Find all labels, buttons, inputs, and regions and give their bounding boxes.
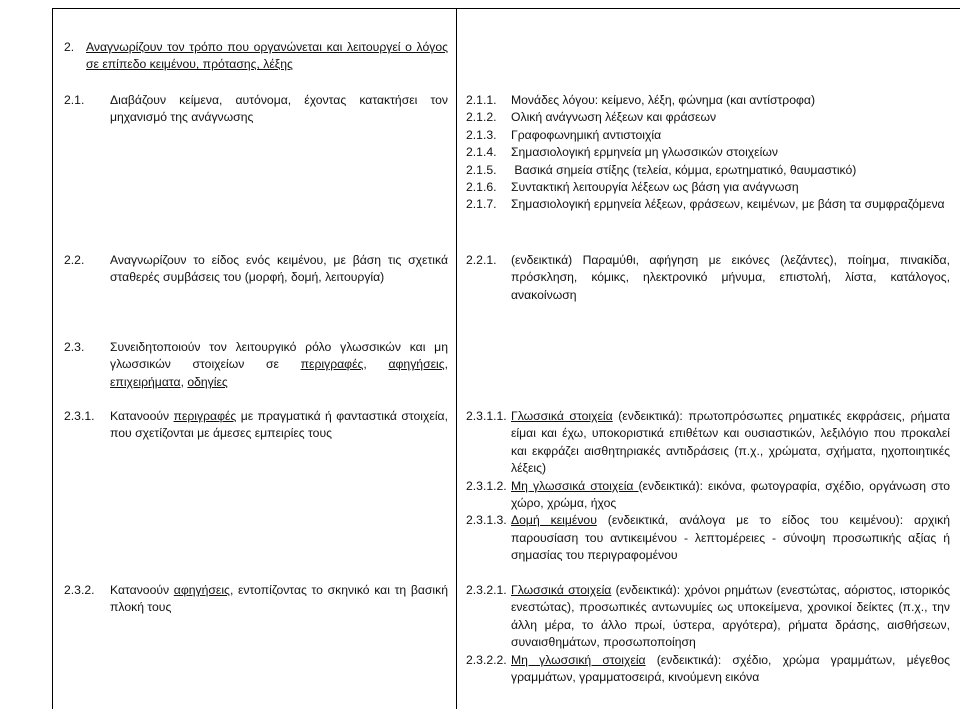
list-item: [466, 179, 950, 196]
section-number: 2.2.: [64, 253, 85, 267]
item-number: 2.1.7.: [466, 197, 497, 212]
link-descriptions: περιγραφές: [300, 357, 364, 372]
left-column-border: [52, 8, 53, 709]
section-number: 2.: [64, 40, 75, 54]
link-arguments: επιχειρήματα: [110, 374, 181, 389]
section-text: Συνειδητοποιούν τον λειτουργικό ρόλο γλωσσικών και μη γλωσσικών στοιχείων σε περιγραφές, αφηγήσεις, επιχειρήματα, οδηγίες: [110, 340, 448, 389]
section-text: Αναγνωρίζουν το είδος ενός κειμένου, με βάση τις σχετικά σταθερές συμβάσεις του (μορφή, δομή, λειτουργία): [110, 253, 448, 285]
section-2-3-2-items: [466, 582, 950, 686]
item-number: 2.1.5.: [466, 162, 497, 177]
list-item: [466, 582, 950, 652]
item-number: 2.1.4.: [466, 145, 497, 160]
section-2-3-1: [64, 408, 448, 443]
link-instructions: οδηγίες: [187, 374, 228, 389]
section-2-1-items: [466, 92, 950, 214]
item-text: Σημασιολογική ερμηνεία μη γλωσσικών στοιχείων: [511, 145, 778, 160]
item-number: 2.3.1.1.: [466, 409, 507, 423]
column-divider: [456, 8, 457, 709]
item-number: 2.1.6.: [466, 180, 497, 195]
section-text: Κατανοούν αφηγήσεις, εντοπίζοντας το σκηνικό και τη βασική πλοκή τους: [110, 583, 448, 615]
section-2-2: [64, 252, 448, 287]
item-number: 2.3.1.3.: [466, 513, 507, 528]
section-number: 2.1.: [64, 93, 85, 107]
section-text: Κατανοούν περιγραφές με πραγματικά ή φανταστικά στοιχεία, που σχετίζονται με άμεσες εμπειρίες τους: [110, 409, 448, 441]
section-2-3-1-items: [466, 408, 950, 565]
item-number: 2.1.2.: [466, 110, 497, 125]
list-item: [466, 478, 950, 513]
item-text: Μη γλωσσικά στοιχεία (ενδεικτικά): εικόνα, φωτογραφία, σχέδιο, οργάνωση στο χώρο, χρώμα, ήχος: [511, 478, 951, 511]
section-2: [64, 39, 448, 74]
link-narratives: αφηγήσεις: [388, 357, 445, 372]
item-text: Συντακτική λειτουργία λέξεων ως βάση για ανάγνωση: [511, 180, 799, 195]
section-number: 2.3.2.: [64, 583, 95, 597]
table-top-border: [52, 8, 960, 9]
section-title: Αναγνωρίζουν τον τρόπο που οργανώνεται και λειτουργεί ο λόγος σε επίπεδο κειμένου, πρότασης, λέξης: [86, 40, 448, 72]
section-2-3: [64, 339, 448, 391]
list-item: [466, 109, 950, 126]
section-number: 2.3.1.: [64, 409, 95, 423]
item-number: 2.2.1.: [466, 253, 497, 267]
section-text: Διαβάζουν κείμενα, αυτόνομα, έχοντας κατακτήσει τον μηχανισμό της ανάγνωσης: [110, 93, 448, 125]
item-text: Δομή κειμένου (ενδεικτικά, ανάλογα με το είδος του κειμένου): αρχική παρουσίαση του αντικειμένου - λεπτομέρειες - σύνοψη προσωπικής αξίας ή σημασίας του περιγραφομένου: [511, 513, 950, 563]
list-item: [466, 196, 950, 213]
item-number: 2.3.2.2.: [466, 652, 507, 667]
list-item: [466, 512, 950, 564]
item-text: Σημασιολογική ερμηνεία λέξεων, φράσεων, κειμένων, με βάση τα συμφραζόμενα: [511, 197, 945, 212]
section-2-3-2: [64, 582, 448, 617]
list-item: [466, 144, 950, 161]
section-2-1: [64, 92, 448, 127]
item-number: 2.1.1.: [466, 93, 497, 107]
item-text: Γλωσσικά στοιχεία (ενδεικτικά): χρόνοι ρημάτων (ενεστώτας, αόριστος, ιστορικός ενεστώτας), προσωπικές αντωνυμίες ως υποκείμενα, χρονικοί δείκτες (π.χ., την άλλη μέρα, το άλλο πρωί, ύστερα, αργότερα), ρήματα δράσης, αισθήσεων, συναισθημάτων, προσωποποίηση: [511, 583, 950, 650]
item-text: Μονάδες λόγου: κείμενο, λέξη, φώνημα (και αντίστροφα): [511, 93, 816, 107]
list-item: [466, 162, 950, 179]
list-item: [466, 127, 950, 144]
list-item: [466, 652, 950, 687]
list-item: [466, 92, 950, 109]
item-text: (ενδεικτικά) Παραμύθι, αφήγηση με εικόνες (λεζάντες), ποίημα, πινακίδα, πρόσκληση, κόμικς, ηλεκτρονικό μήνυμα, επιστολή, λίστα, κατάλογος, ανακοίνωση: [511, 253, 950, 302]
item-text: Μη γλωσσική στοιχεία (ενδεικτικά): σχέδιο, χρώμα γραμμάτων, μέγεθος γραμμάτων, γραμματοσειρά, κινούμενη εικόνα: [511, 652, 950, 685]
item-text: Βασικά σημεία στίξης (τελεία, κόμμα, ερωτηματικό, θαυμαστικό): [511, 162, 857, 177]
item-number: 2.3.2.1.: [466, 583, 507, 597]
item-number: 2.1.3.: [466, 127, 497, 142]
list-item: [466, 252, 950, 304]
item-text: Γραφοφωνημική αντιστοιχία: [511, 127, 662, 142]
list-item: [466, 408, 950, 478]
item-text: Ολική ανάγνωση λέξεων και φράσεων: [511, 110, 717, 125]
item-text: Γλωσσικά στοιχεία (ενδεικτικά): πρωτοπρόσωπες ρηματικές εκφράσεις, ρήματα είμαι και έχω, υποκοριστικά επιθέτων και ουσιαστικών, λεξιλόγιο που προκαλεί και εκφράζει αισθητηριακές αντιδράσεις (π.χ., χρώματα, σχήματα, ηχοποιητικές λέξεις): [511, 409, 950, 476]
section-2-2-items: [466, 252, 950, 304]
section-number: 2.3.: [64, 340, 85, 354]
item-number: 2.3.1.2.: [466, 478, 507, 493]
